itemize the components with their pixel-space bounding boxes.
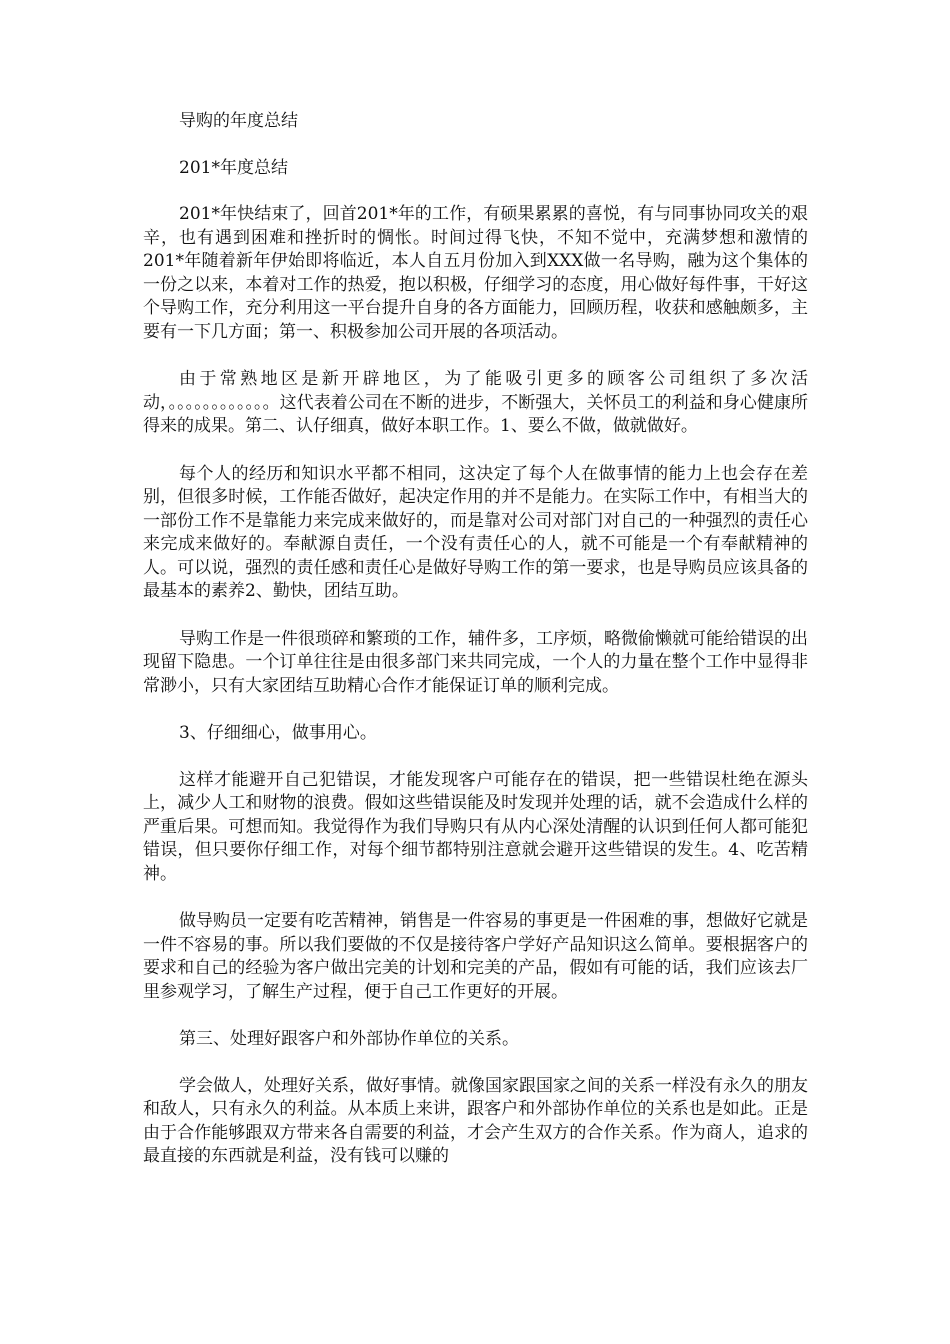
document-body [143,110,808,1193]
paragraph-1: 201*年快结束了，回首201*年的工作，有硕果累累的喜悦，有与同事协同攻关的艰辛，也有遇到困难和挫折时的惆怅。时间过得飞快，不知不觉中，充满梦想和激情的201*年随着新年伊始即将临近，本人自五月份加入到XXX做一名导购，融为这个集体的一份之以来，本着对工作的热爱，抱以积极，仔细学习的态度，用心做好每件事，干好这个导购工作，充分利用这一平台提升自身的各方面能力，回顾历程，收获和感触颇多，主要有一下几方面；第一、积极参加公司开展的各项活动。 [143,204,808,342]
document-subtitle: 201*年度总结 [179,157,288,178]
paragraph-8-heading: 第三、处理好跟客户和外部协作单位的关系。 [179,1029,519,1049]
paragraph-6: 这样才能避开自己犯错误，才能发现客户可能存在的错误，把一些错误杜绝在源头上，减少人工和财物的浪费。假如这些错误能及时发现并处理的话，就不会造成什么样的严重后果。可想而知。我觉得作为我们导购只有从内心深处清醒的认识到任何人都可能犯错误，但只要你仔细工作，对每个细节都特别注意就会避开这些错误的发生。4、吃苦精神。 [143,769,808,884]
paragraph-9: 学会做人，处理好关系，做好事情。就像国家跟国家之间的关系一样没有永久的朋友和敌人，只有永久的利益。从本质上来讲，跟客户和外部协作单位的关系也是如此。正是由于合作能够跟双方带来各自需要的利益，才会产生双方的合作关系。作为商人，追求的最直接的东西就是利益，没有钱可以赚的 [143,1075,808,1166]
paragraph-3: 每个人的经历和知识水平都不相同，这决定了每个人在做事情的能力上也会存在差别，但很多时候，工作能否做好，起决定作用的并不是能力。在实际工作中，有相当大的一部份工作不是靠能力来完成来做好的，而是靠对公司对部门对自己的一种强烈的责任心来完成来做好的。奉献源自责任，一个没有责任心的人，就不可能是一个有奉献精神的人。可以说，强烈的责任感和责任心是做好导购工作的第一要求，也是导购员应该具备的最基本的素养2、勤快，团结互助。 [143,463,808,601]
paragraph-7: 做导购员一定要有吃苦精神，销售是一件容易的事更是一件困难的事，想做好它就是一件不容易的事。所以我们要做的不仅是接待客户学好产品知识这么简单。要根据客户的要求和自己的经验为客户做出完美的计划和完美的产品，假如有可能的话，我们应该去厂里参观学习，了解生产过程，便于自己工作更好的开展。 [143,911,808,1002]
paragraph-2: 由于常熟地区是新开辟地区，为了能吸引更多的顾客公司组织了多次活动，。。。。。。。。。。。。这代表着公司在不断的进步，不断强大，关怀员工的利益和身心健康所得来的成果。第二、认仔细真，做好本职工作。1、要么不做，做就做好。 [143,369,808,436]
paragraph-5-heading: 3、仔细细心，做事用心。 [179,723,377,743]
document-title: 导购的年度总结 [179,111,298,131]
paragraph-4: 导购工作是一件很琐碎和繁琐的工作，辅件多，工序烦，略微偷懒就可能给错误的出现留下隐患。一个订单往往是由很多部门来共同完成，一个人的力量在整个工作中显得非常渺小，只有大家团结互助精心合作才能保证订单的顺利完成。 [143,628,808,696]
